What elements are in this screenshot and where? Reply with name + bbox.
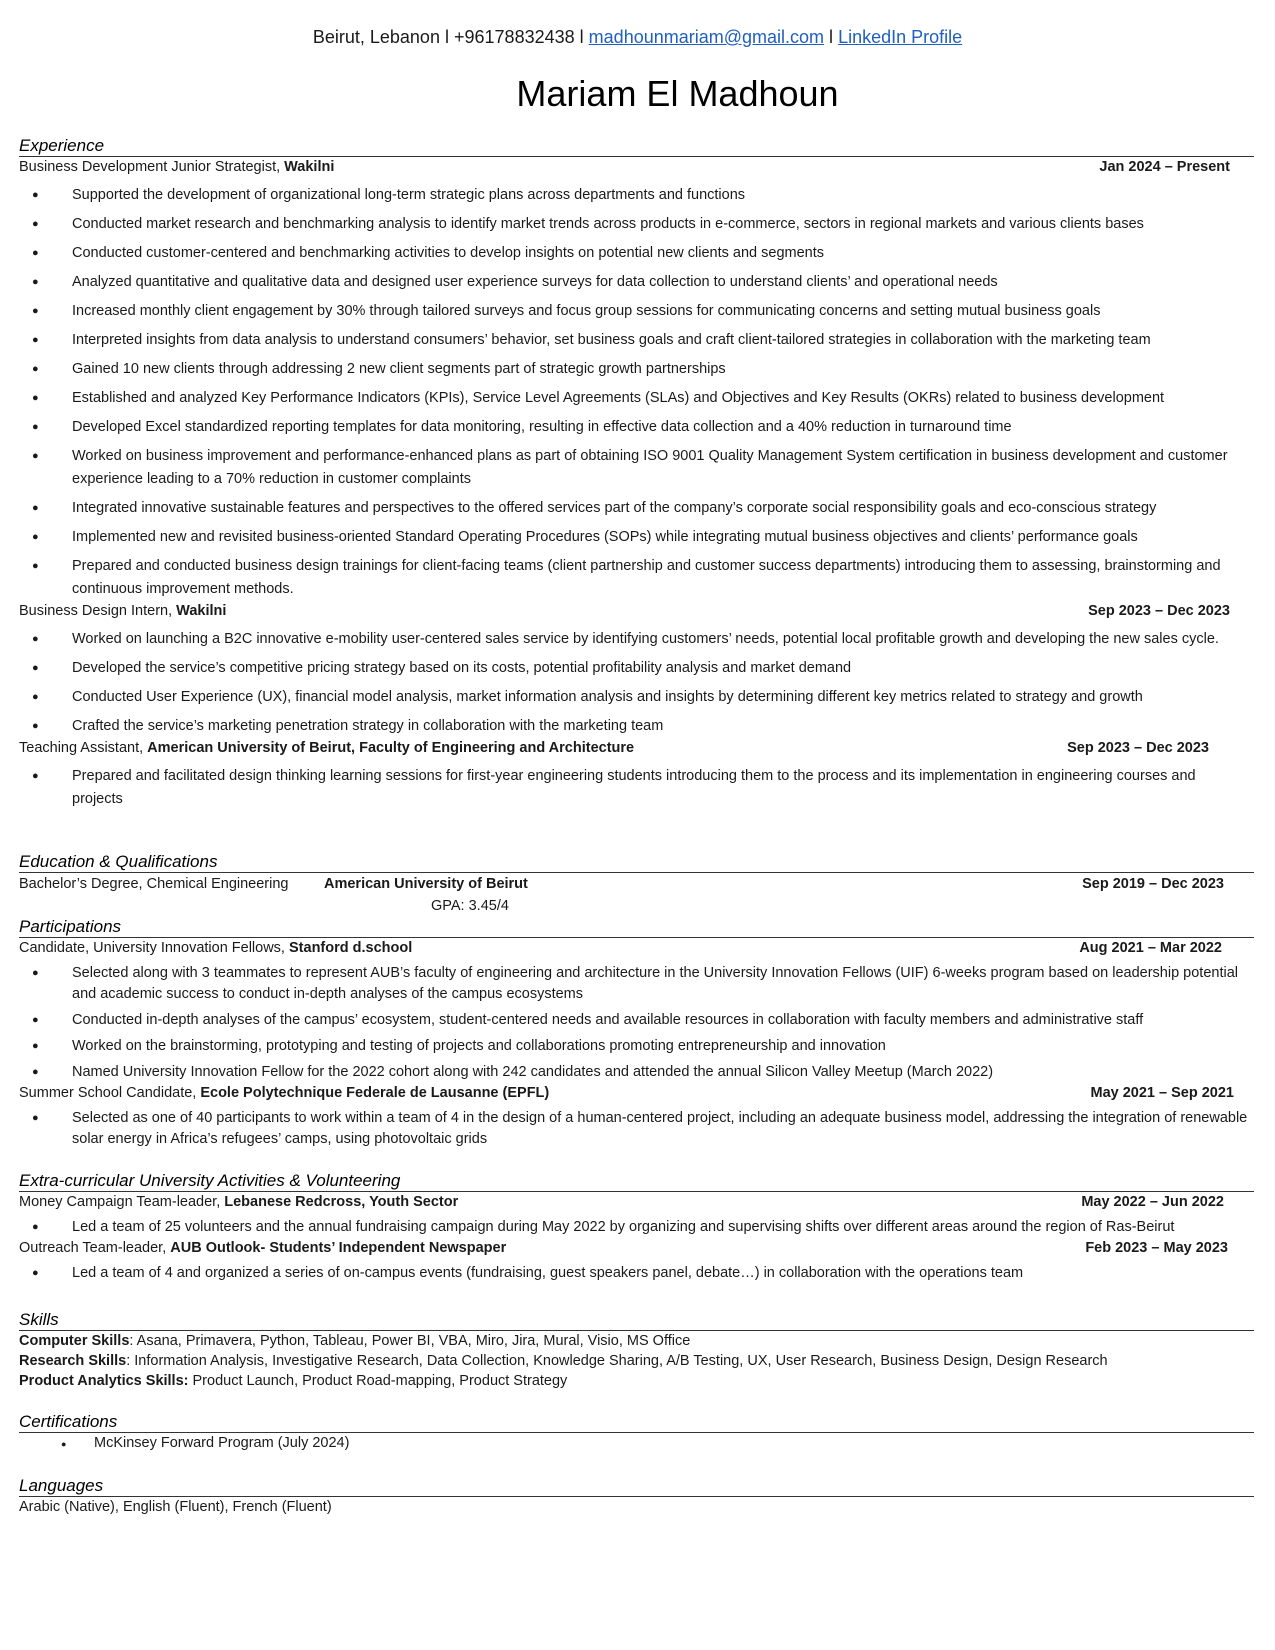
participation-role: Summer School Candidate, [19, 1085, 201, 1101]
list-item: ● Led a team of 4 and organized a series of on-campus events (fundraising, guest speakers panel, debate…) in collaboration with the operations team [19, 1263, 1254, 1284]
university: American University of Beirut [324, 876, 528, 892]
job-entry [19, 738, 1254, 759]
bullet-list [19, 628, 1254, 738]
candidate-name: Mariam El Madhoun [516, 73, 839, 114]
skill-values: : Information Analysis, Investigative Research, Data Collection, Knowledge Sharing, A/B Testing, UX, User Research, Business Design, Design Research [126, 1353, 1108, 1369]
skill-label: Research Skills [19, 1353, 127, 1369]
job-date: Sep 2023 – Dec 2023 [1067, 740, 1209, 756]
section-heading: Education & Qualifications [19, 851, 1254, 873]
skill-values: Product Launch, Product Road-mapping, Product Strategy [188, 1373, 568, 1389]
job-date: Jan 2024 – Present [1099, 159, 1230, 175]
list-item: ● Interpreted insights from data analysis to understand consumers’ behavior, set business goals and craft client-tailored strategies in collaboration with the marketing team [19, 329, 1254, 352]
activity-date: May 2022 – Jun 2022 [1081, 1194, 1224, 1210]
list-item: ● McKinsey Forward Program (July 2024) [19, 1433, 1254, 1454]
list-item: ● Selected as one of 40 participants to work within a team of 4 in the design of a human-centered project, including an adequate business model, addressing the integration of renewable solar energy in Africa’s refugees’ camps, using photovoltaic grids [19, 1108, 1254, 1150]
list-item: ● Integrated innovative sustainable features and perspectives to the offered services part of the company’s corporate social responsibility goals and eco-conscious strategy [19, 497, 1254, 520]
research-skills [19, 1351, 1254, 1371]
participation-entry [19, 938, 1254, 959]
email-link[interactable]: madhounmariam@gmail.com [588, 27, 825, 47]
job-org: American University of Beirut, Faculty of Engineering and Architecture [147, 740, 635, 756]
degree: Bachelor’s Degree, Chemical Engineering [19, 876, 289, 892]
activity-org: AUB Outlook- Students’ Independent Newspaper [170, 1240, 507, 1256]
job-date: Sep 2023 – Dec 2023 [1088, 603, 1230, 619]
bullet-list [19, 963, 1254, 1083]
section-heading: Certifications [19, 1411, 1254, 1433]
list-item: ● Led a team of 25 volunteers and the annual fundraising campaign during May 2022 by organizing and supervising shifts over different areas around the region of Ras-Beirut [19, 1217, 1254, 1238]
gpa: GPA: 3.45/4 [431, 898, 509, 914]
participation-date: Aug 2021 – Mar 2022 [1079, 940, 1222, 956]
job-entry [19, 157, 1254, 178]
section-heading: Participations [19, 916, 1254, 938]
job-org: Wakilni [176, 603, 227, 619]
certifications-section [19, 1411, 1254, 1454]
activity-org: Lebanese Redcross, Youth Sector [224, 1194, 459, 1210]
section-heading: Extra-curricular University Activities & Volunteering [19, 1170, 1254, 1192]
list-item: ● Developed Excel standardized reporting templates for data monitoring, resulting in effective data collection and a 40% reduction in turnaround time [19, 416, 1254, 439]
product-skills [19, 1371, 1254, 1391]
section-heading: Experience [19, 135, 1254, 157]
section-heading: Skills [19, 1309, 1254, 1331]
list-item: ● Named University Innovation Fellow for the 2022 cohort along with 242 candidates and attended the annual Silicon Valley Meetup (March 2022) [19, 1062, 1254, 1083]
computer-skills [19, 1331, 1254, 1351]
skill-label: Product Analytics Skills: [19, 1373, 189, 1389]
list-item: ● Gained 10 new clients through addressing 2 new client segments part of strategic growth partnerships [19, 358, 1254, 381]
languages-list: Arabic (Native), English (Fluent), French (Fluent) [19, 1499, 332, 1515]
list-item: ● Conducted in-depth analyses of the campus’ ecosystem, student-centered needs and available resources in collaboration with faculty members and administrative staff [19, 1010, 1254, 1031]
activity-role: Money Campaign Team-leader, [19, 1194, 225, 1210]
activity-entry [19, 1192, 1254, 1213]
job-role: Teaching Assistant, [19, 740, 148, 756]
contact-line [0, 25, 1275, 49]
bullet-list [19, 184, 1254, 601]
participations-section [19, 916, 1254, 1150]
list-item: ● Crafted the service’s marketing penetration strategy in collaboration with the marketing team [19, 715, 1254, 738]
extracurricular-section [19, 1170, 1254, 1284]
experience-section [19, 135, 1254, 811]
participation-role: Candidate, University Innovation Fellows, [19, 940, 289, 956]
list-item: ● Conducted User Experience (UX), financial model analysis, market information analysis and insights by determining different key metrics related to strategy and growth [19, 686, 1254, 709]
bullet-list [19, 1217, 1254, 1238]
participation-entry [19, 1083, 1254, 1104]
education-date: Sep 2019 – Dec 2023 [1082, 876, 1224, 892]
list-item: ● Selected along with 3 teammates to represent AUB’s faculty of engineering and architecture in the University Innovation Fellows (UIF) 6-weeks program based on leadership potential and academic success to conduct in-depth analyses of the campus ecosystems [19, 963, 1254, 1005]
list-item: ● Analyzed quantitative and qualitative data and designed user experience surveys for data collection to understand clients’ and operational needs [19, 271, 1254, 294]
activity-role: Outreach Team-leader, [19, 1240, 171, 1256]
languages-section [19, 1475, 1254, 1518]
job-org: Wakilni [284, 159, 335, 175]
skill-values: : Asana, Primavera, Python, Tableau, Power BI, VBA, Miro, Jira, Mural, Visio, MS Office [129, 1333, 691, 1349]
bullet-list [19, 765, 1254, 811]
list-item: ● Supported the development of organizational long-term strategic plans across departments and functions [19, 184, 1254, 207]
bullet-list [19, 1263, 1254, 1284]
list-item: ● Increased monthly client engagement by 30% through tailored surveys and focus group sessions for communicating concerns and setting mutual business goals [19, 300, 1254, 323]
separator: l [829, 27, 834, 47]
job-role: Business Design Intern, [19, 603, 177, 619]
bullet-list [19, 1433, 1254, 1454]
education-entry [19, 873, 1254, 895]
list-item: ● Implemented new and revisited business-oriented Standard Operating Procedures (SOPs) while integrating mutual business objectives and clients’ performance goals [19, 526, 1254, 549]
separator: l [444, 27, 449, 47]
list-item: ● Worked on business improvement and performance-enhanced plans as part of obtaining ISO 9001 Quality Management System certification in business development and customer experience leading to a 70% reduction in customer complaints [19, 445, 1254, 491]
list-item: ● Worked on the brainstorming, prototyping and testing of projects and collaborations promoting entrepreneurship and innovation [19, 1036, 1254, 1057]
list-item: ● Developed the service’s competitive pricing strategy based on its costs, potential profitability analysis and market demand [19, 657, 1254, 680]
participation-org: Ecole Polytechnique Federale de Lausanne (EPFL) [200, 1085, 550, 1101]
activity-entry [19, 1238, 1254, 1259]
linkedin-link[interactable]: LinkedIn Profile [838, 27, 963, 47]
job-role: Business Development Junior Strategist, [19, 159, 285, 175]
activity-date: Feb 2023 – May 2023 [1085, 1240, 1228, 1256]
job-entry [19, 601, 1254, 622]
education-section [19, 851, 1254, 917]
list-item: ● Conducted customer-centered and benchmarking activities to develop insights on potential new clients and segments [19, 242, 1254, 265]
list-item: ● Worked on launching a B2C innovative e-mobility user-centered sales service by identifying customers’ needs, potential local profitable growth and developing the new sales cycle. [19, 628, 1254, 651]
participation-date: May 2021 – Sep 2021 [1090, 1085, 1234, 1101]
separator: l [579, 27, 584, 47]
list-item: ● Prepared and conducted business design trainings for client-facing teams (client partnership and customer success departments) introducing them to assessing, brainstorming and continuous improvement methods. [19, 555, 1254, 601]
skill-label: Computer Skills [19, 1333, 130, 1349]
section-heading: Languages [19, 1475, 1254, 1497]
phone: +96178832438 [454, 27, 575, 47]
bullet-list [19, 1108, 1254, 1150]
skills-section [19, 1309, 1254, 1391]
list-item: ● Established and analyzed Key Performance Indicators (KPIs), Service Level Agreements (SLAs) and Objectives and Key Results (OKRs) related to business development [19, 387, 1254, 410]
location: Beirut, Lebanon [312, 27, 440, 47]
list-item: ● Prepared and facilitated design thinking learning sessions for first-year engineering students introducing them to the process and its implementation in engineering courses and projects [19, 765, 1254, 811]
participation-org: Stanford d.school [289, 940, 413, 956]
list-item: ● Conducted market research and benchmarking analysis to identify market trends across products in e-commerce, sectors in regional markets and various clients bases [19, 213, 1254, 236]
